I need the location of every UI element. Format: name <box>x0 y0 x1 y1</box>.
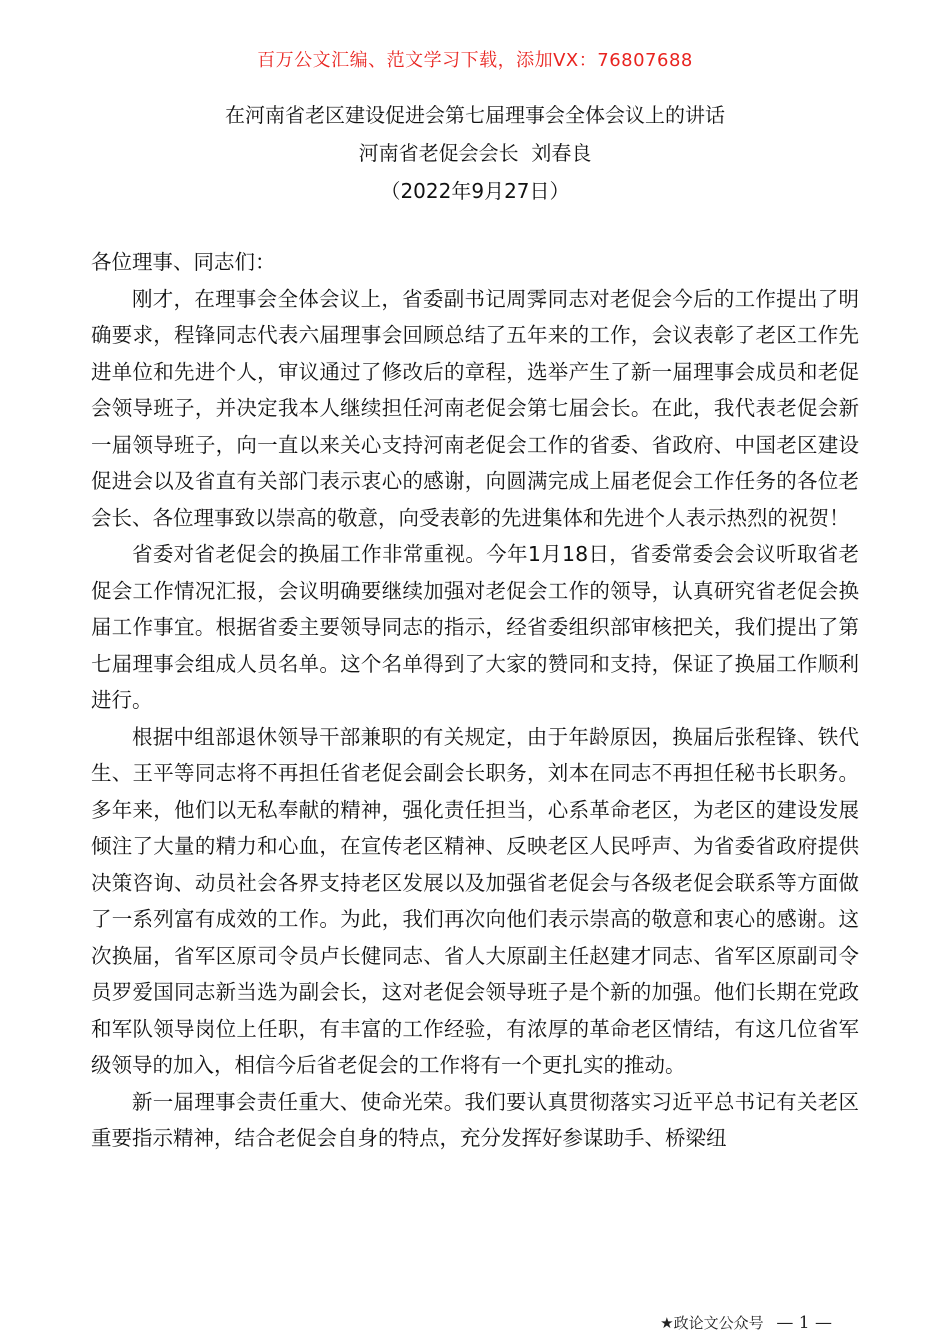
header-banner: 百万公文汇编、范文学习下载，添加VX：76807688 <box>257 50 693 71</box>
speech-body <box>91 244 859 1157</box>
page-footer <box>660 1312 832 1333</box>
paragraph-2: 省委对省老促会的换届工作非常重视。今年1月18日，省委常委会会议听取省老促会工作情况汇报，会议明确要继续加强对老促会工作的领导，认真研究省老促会换届工作事宜。根据省委主要领导同志的指示，经省委组织部审核把关，我们提出了第七届理事会组成人员名单。这个名单得到了大家的赞同和支持，保证了换届工作顺利进行。 <box>91 542 859 712</box>
speech-date: （2022年9月27日） <box>380 179 570 203</box>
speaker-line: 河南省老促会会长 刘春良 <box>358 141 592 165</box>
paragraph-4: 新一届理事会责任重大、使命光荣。我们要认真贯彻落实习近平总书记有关老区重要指示精神，结合老促会自身的特点，充分发挥好参谋助手、桥梁纽 <box>91 1089 859 1150</box>
page-number: — 1 — <box>776 1313 832 1333</box>
document-title-block <box>0 96 950 210</box>
salutation: 各位理事、同志们： <box>91 250 276 274</box>
paragraph-3: 根据中组部退休领导干部兼职的有关规定，由于年龄原因，换届后张程锋、铁代生、王平等同志将不再担任省老促会副会长职务，刘本在同志不再担任秘书长职务。多年来，他们以无私奉献的精神，强化责任担当，心系革命老区，为老区的建设发展倾注了大量的精力和心血，在宣传老区精神、反映老区人民呼声、为省委省政府提供决策咨询、动员社会各界支持老区发展以及加强省老促会与各级老促会联系等方面做了一系列富有成效的工作。为此，我们再次向他们表示崇高的敬意和衷心的感谢。这次换届，省军区原司令员卢长健同志、省人大原副主任赵建才同志、省军区原副司令员罗爱国同志新当选为副会长，这对老促会领导班子是个新的加强。他们长期在党政和军队领导岗位上任职，有丰富的工作经验，有浓厚的革命老区情结，有这几位省军级领导的加入，相信今后省老促会的工作将有一个更扎实的推动。 <box>91 724 859 1077</box>
paragraph-1: 刚才，在理事会全体会议上，省委副书记周霁同志对老促会今后的工作提出了明确要求，程锋同志代表六届理事会回顾总结了五年来的工作，会议表彰了老区工作先进单位和先进个人，审议通过了修改后的章程，选举产生了新一届理事会成员和老促会领导班子，并决定我本人继续担任河南老促会第七届会长。在此，我代表老促会新一届领导班子，向一直以来关心支持河南老促会工作的省委、省政府、中国老区建设促进会以及省直有关部门表示衷心的感谢，向圆满完成上届老促会工作任务的各位老会长、各位理事致以崇高的敬意，向受表彰的先进集体和先进个人表示热烈的祝贺！ <box>91 286 859 530</box>
document-title: 在河南省老区建设促进会第七届理事会全体会议上的讲话 <box>225 103 725 127</box>
footer-source: ★政论文公众号 <box>660 1314 764 1332</box>
